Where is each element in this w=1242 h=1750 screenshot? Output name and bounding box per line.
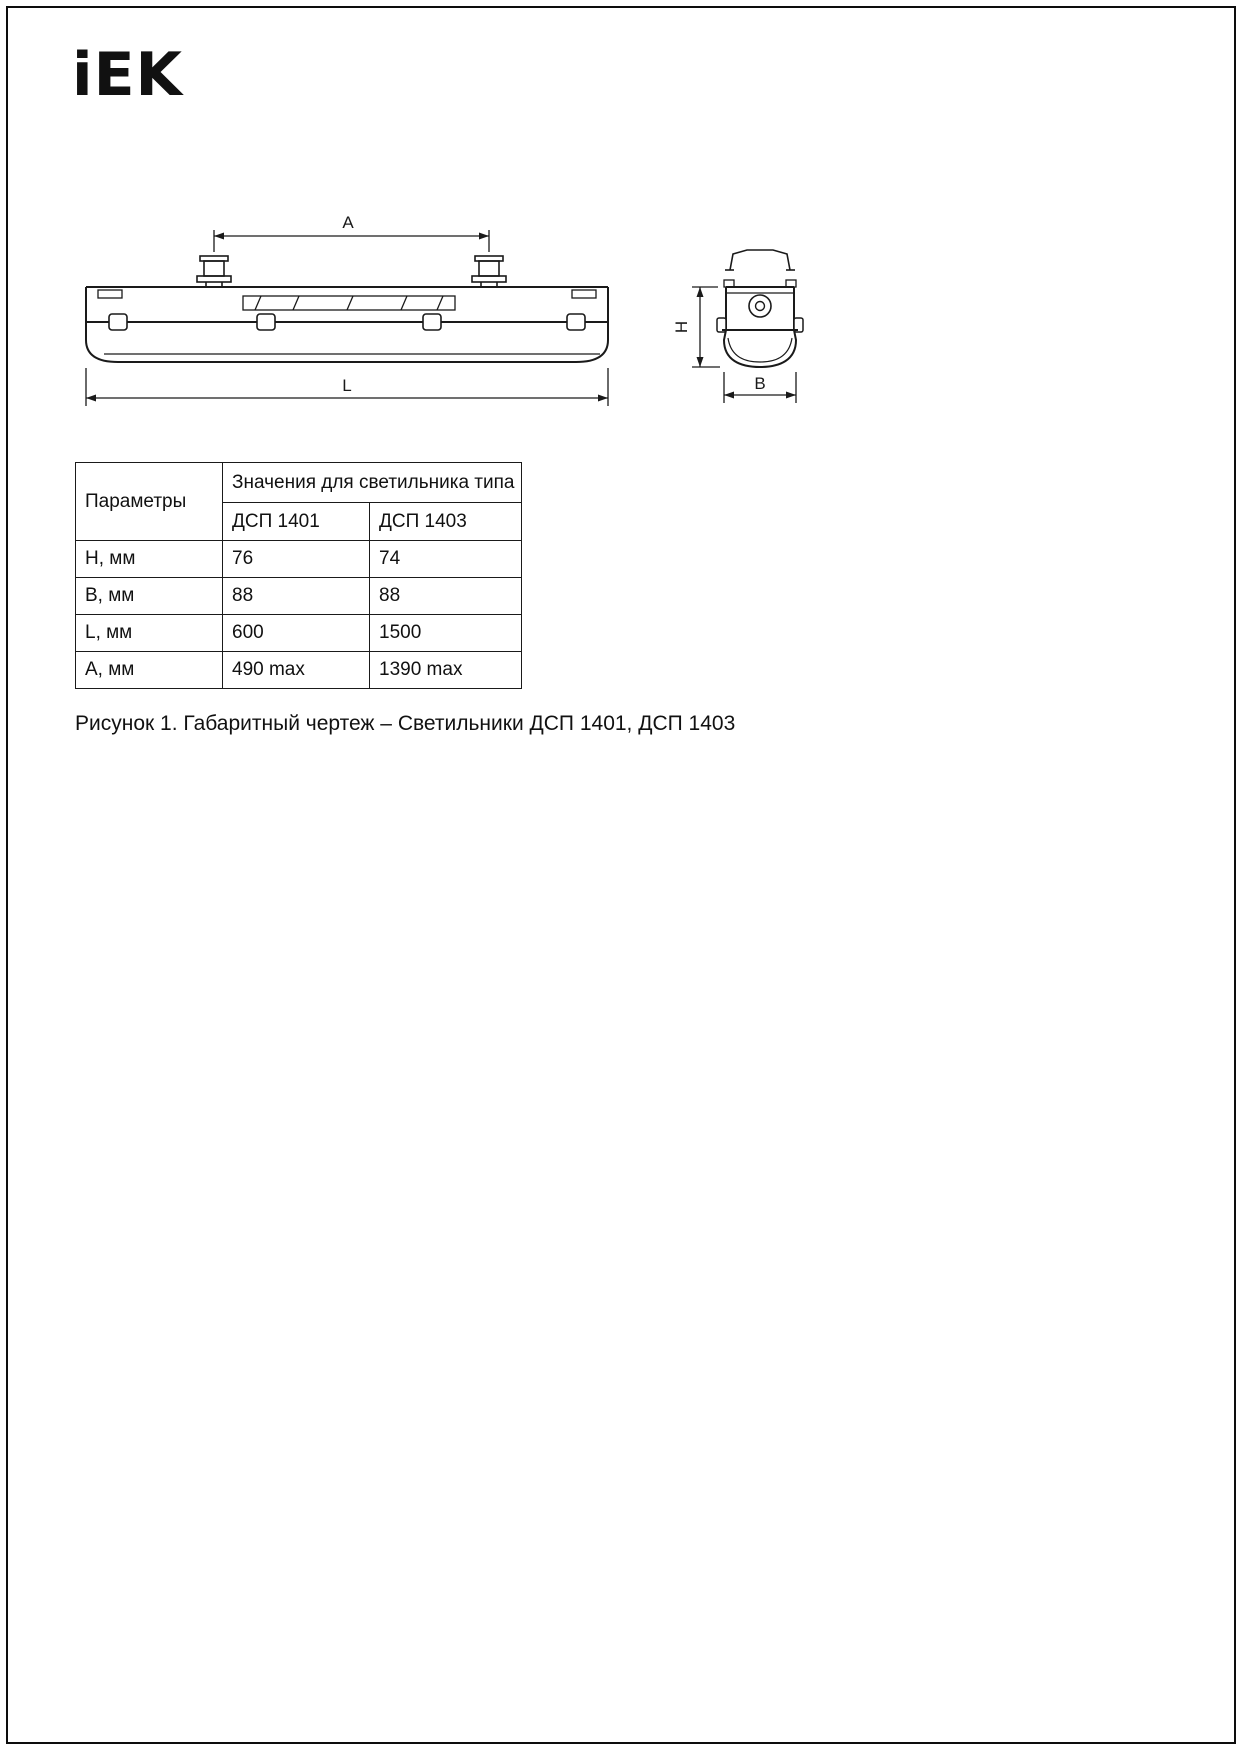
value-cell: 76 xyxy=(223,541,370,578)
figure-caption: Рисунок 1. Габаритный чертеж – Светильники ДСП 1401, ДСП 1403 xyxy=(75,712,736,735)
dim-label-A: A xyxy=(342,213,354,232)
value-cell: 88 xyxy=(223,578,370,615)
dim-label-B: B xyxy=(754,374,766,393)
param-cell: L, мм xyxy=(76,615,223,652)
value-cell: 88 xyxy=(370,578,522,615)
table-row-L xyxy=(76,615,522,652)
header-col-dsp1401: ДСП 1401 xyxy=(223,503,370,541)
value-cell: 1390 max xyxy=(370,652,522,689)
value-cell: 1500 xyxy=(370,615,522,652)
dim-label-L: L xyxy=(342,376,352,395)
dimension-H xyxy=(692,287,720,367)
header-values-title: Значения для светильника типа xyxy=(223,463,522,503)
param-cell: B, мм xyxy=(76,578,223,615)
param-cell: A, мм xyxy=(76,652,223,689)
header-col-dsp1403: ДСП 1403 xyxy=(370,503,522,541)
parameters-table xyxy=(75,462,522,689)
iek-logo: iEK xyxy=(72,40,184,110)
value-cell: 74 xyxy=(370,541,522,578)
cable-gland-left xyxy=(197,256,231,287)
channel-marks xyxy=(255,296,443,310)
table-header-row-1 xyxy=(76,463,522,503)
table-row-H xyxy=(76,541,522,578)
param-cell: H, мм xyxy=(76,541,223,578)
mounting-clip xyxy=(725,250,795,270)
header-parameters: Параметры xyxy=(76,463,223,541)
value-cell: 490 max xyxy=(223,652,370,689)
value-cell: 600 xyxy=(223,615,370,652)
table-row-A xyxy=(76,652,522,689)
table-row-B xyxy=(76,578,522,615)
luminaire-front-view xyxy=(86,256,608,362)
dimension-A xyxy=(214,230,489,252)
dim-label-H: H xyxy=(672,320,691,334)
luminaire-side-view xyxy=(717,250,803,367)
dimensional-drawing xyxy=(0,190,1242,450)
cable-gland-right xyxy=(472,256,506,287)
